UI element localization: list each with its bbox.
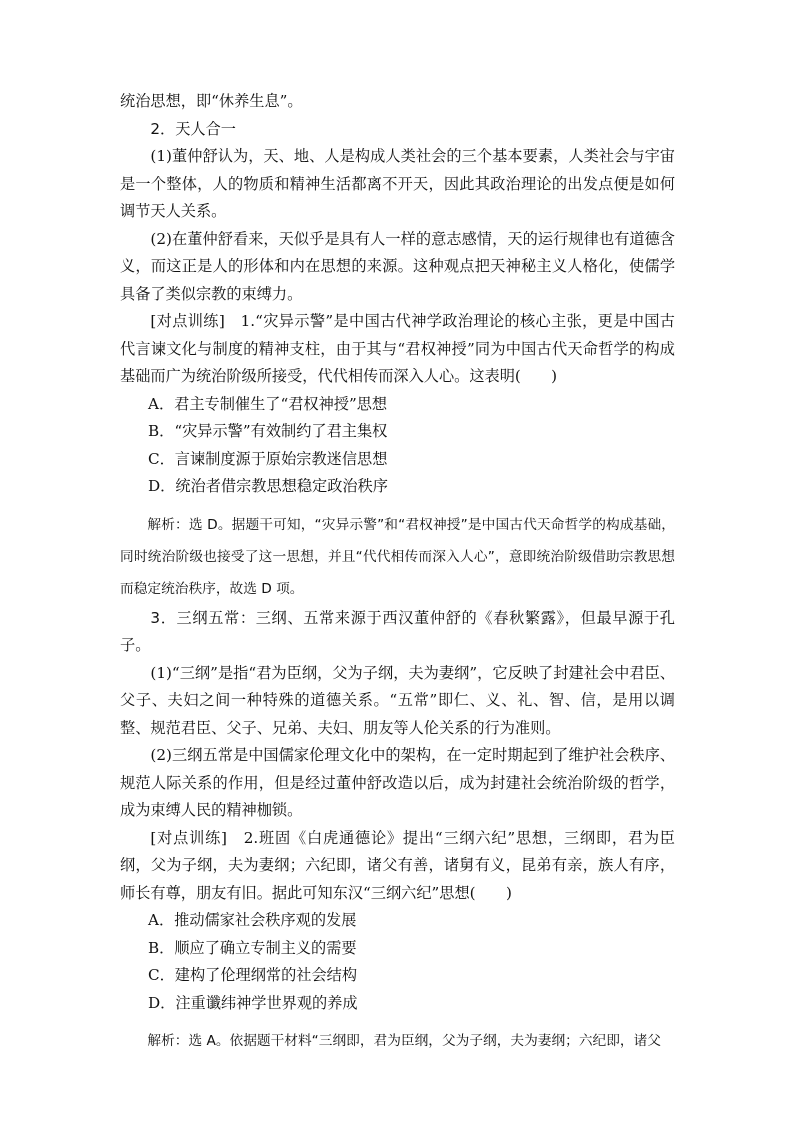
question-1-option-a: A．君主专制催生了“君权神授”思想: [148, 394, 388, 413]
document-body: [120, 88, 675, 1055]
question-1-option-b: B．“灾异示警”有效制约了君主集权: [148, 422, 388, 440]
question-1-option-c: C．言谏制度源于原始宗教迷信思想: [148, 449, 388, 468]
section-heading-tianren-heyi: 2．天人合一: [150, 119, 236, 138]
paragraph-sangang-1: (1)“三纲”是指“君为臣纲，父为子纲，夫为妻纲”，它反映了封建社会中君臣、父子、夫妇之间一种特殊的道德关系。“五常”即仁、义、礼、智、信，是用以调整、规范君臣、父子、兄弟、夫妇、朋友等人伦关系的行为准则。: [120, 663, 675, 737]
question-2-option-b: B．顺应了确立专制主义的需要: [148, 938, 357, 957]
question-1: [对点训练] 1.“灾异示警”是中国古代神学政治理论的核心主张，更是中国古代言谏文化与制度的精神支柱，由于其与“君权神授”同为中国古代天命哲学的构成基础而广为统治阶级所接受，代代相传而深入人心。这表明( ): [120, 312, 675, 385]
paragraph-tianren-2: (2)在董仲舒看来，天似乎是具有人一样的意志感情，天的运行规律也有道德含义，而这正是人的形体和内在思想的来源。这种观点把天神秘主义人格化，使儒学具备了类似宗教的束缚力。: [120, 229, 675, 303]
question-2-analysis: 解析：选 A。依据题干材料“三纲即，君为臣纲，父为子纲，夫为妻纲；六纪即，诸父: [147, 1033, 661, 1049]
question-1-analysis: 解析：选 D。据题干可知，“灾异示警”和“君权神授”是中国古代天命哲学的构成基础，同时统治阶级也接受了这一思想，并且“代代相传而深入人心”，意即统治阶级借助宗教思想而稳定统治秩序，故选 D 项。: [120, 516, 675, 597]
paragraph-tianren-1: (1)董仲舒认为，天、地、人是构成人类社会的三个基本要素，人类社会与宇宙是一个整体，人的物质和精神生活都离不开天，因此其政治理论的出发点便是如何调节天人关系。: [120, 147, 675, 220]
section-heading-sangang-wuchang: 3．三纲五常：三纲、五常来源于西汉董仲舒的《春秋繁露》，但最早源于孔子。: [120, 608, 675, 654]
question-2-option-c: C．建构了伦理纲常的社会结构: [148, 966, 358, 984]
paragraph-sangang-2: (2)三纲五常是中国儒家伦理文化中的架构，在一定时期起到了维护社会秩序、规范人际关系的作用，但是经过董仲舒改造以后，成为封建社会统治阶级的哲学，成为束缚人民的精神枷锁。: [120, 746, 675, 819]
question-1-option-d: D．统治者借宗教思想稳定政治秩序: [148, 477, 388, 495]
paragraph-continuation: 统治思想，即“休养生息”。: [120, 92, 303, 110]
question-2-option-a: A．推动儒家社会秩序观的发展: [148, 911, 357, 929]
question-2-option-d: D．注重谶纬神学世界观的养成: [148, 993, 358, 1012]
question-2: [对点训练] 2.班固《白虎通德论》提出“三纲六纪”思想，三纲即，君为臣纲，父为子纲，夫为妻纲；六纪即，诸父有善，诸舅有义，昆弟有亲，族人有序，师长有尊，朋友有旧。据此可知东汉“三纲六纪”思想( ): [120, 828, 675, 902]
